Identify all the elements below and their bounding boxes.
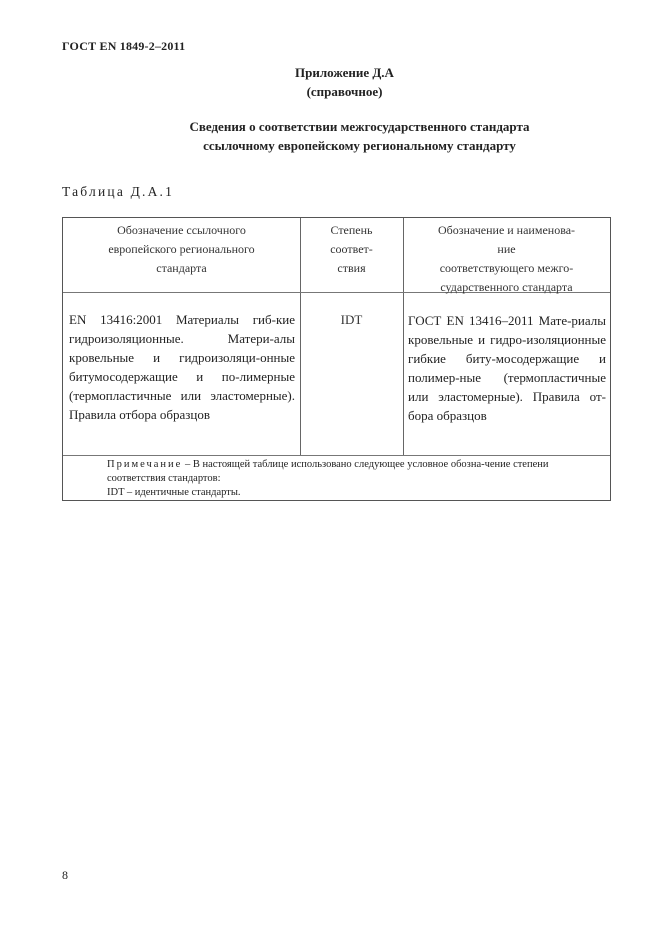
table-caption: Таблица Д.А.1 <box>62 184 175 199</box>
header-col-3-line: сударственного стандарта <box>440 280 573 294</box>
correspondence-table <box>62 217 611 501</box>
annex-title-line: Приложение Д.А <box>295 65 394 80</box>
header-col-1-line: европейского регионального <box>108 242 255 256</box>
heading-line-1: Сведения о соответствии межгосударственного стандарта <box>189 119 530 134</box>
header-col-1 <box>63 221 300 278</box>
header-col-3 <box>403 221 610 297</box>
header-col-2-line: соответ- <box>330 242 373 256</box>
note-divider <box>63 455 610 456</box>
header-col-3-line: Обозначение и наименова- <box>437 223 576 237</box>
header-col-3-line: ние <box>497 242 516 256</box>
page-number: 8 <box>62 868 68 882</box>
heading-line-2: ссылочному европейскому региональному стандарту <box>203 138 516 153</box>
header-col-1-line: Обозначение ссылочного <box>117 223 246 237</box>
table-note <box>67 458 606 500</box>
header-col-2 <box>300 221 403 278</box>
note-label: Примечание <box>107 459 183 470</box>
row-compliance-degree: IDT <box>340 312 363 327</box>
header-col-1-line: стандарта <box>156 261 207 275</box>
annex-type-line: (справочное) <box>306 84 383 99</box>
note-item: IDT – идентичные стандарты. <box>107 487 241 498</box>
header-col-3-line: соответствующего межго- <box>439 261 574 275</box>
section-heading <box>0 117 661 155</box>
header-col-2-line: ствия <box>337 261 366 275</box>
row-reference-standard: EN 13416:2001 Материалы гиб-кие гидроизоляционные. Матери-алы кровельные и гидроизоляци-онные битумосодержащие и по-лимерные (термопластичные или эластомерные). Правила отбора образцов <box>69 312 295 422</box>
document-code: ГОСТ EN 1849-2–2011 <box>62 39 186 53</box>
note-text: – В настоящей таблице использовано следующее условное обозна-чение степени соответствия стандартов: <box>107 459 549 484</box>
annex-title <box>0 63 661 101</box>
header-col-2-line: Степень <box>330 223 373 237</box>
row-interstate-standard: ГОСТ EN 13416–2011 Мате-риалы кровельные и гидро-изоляционные гибкие биту-мосодержащие и полимер-ные (термопластичные или эластомерные). Правила от-бора образцов <box>408 313 606 423</box>
